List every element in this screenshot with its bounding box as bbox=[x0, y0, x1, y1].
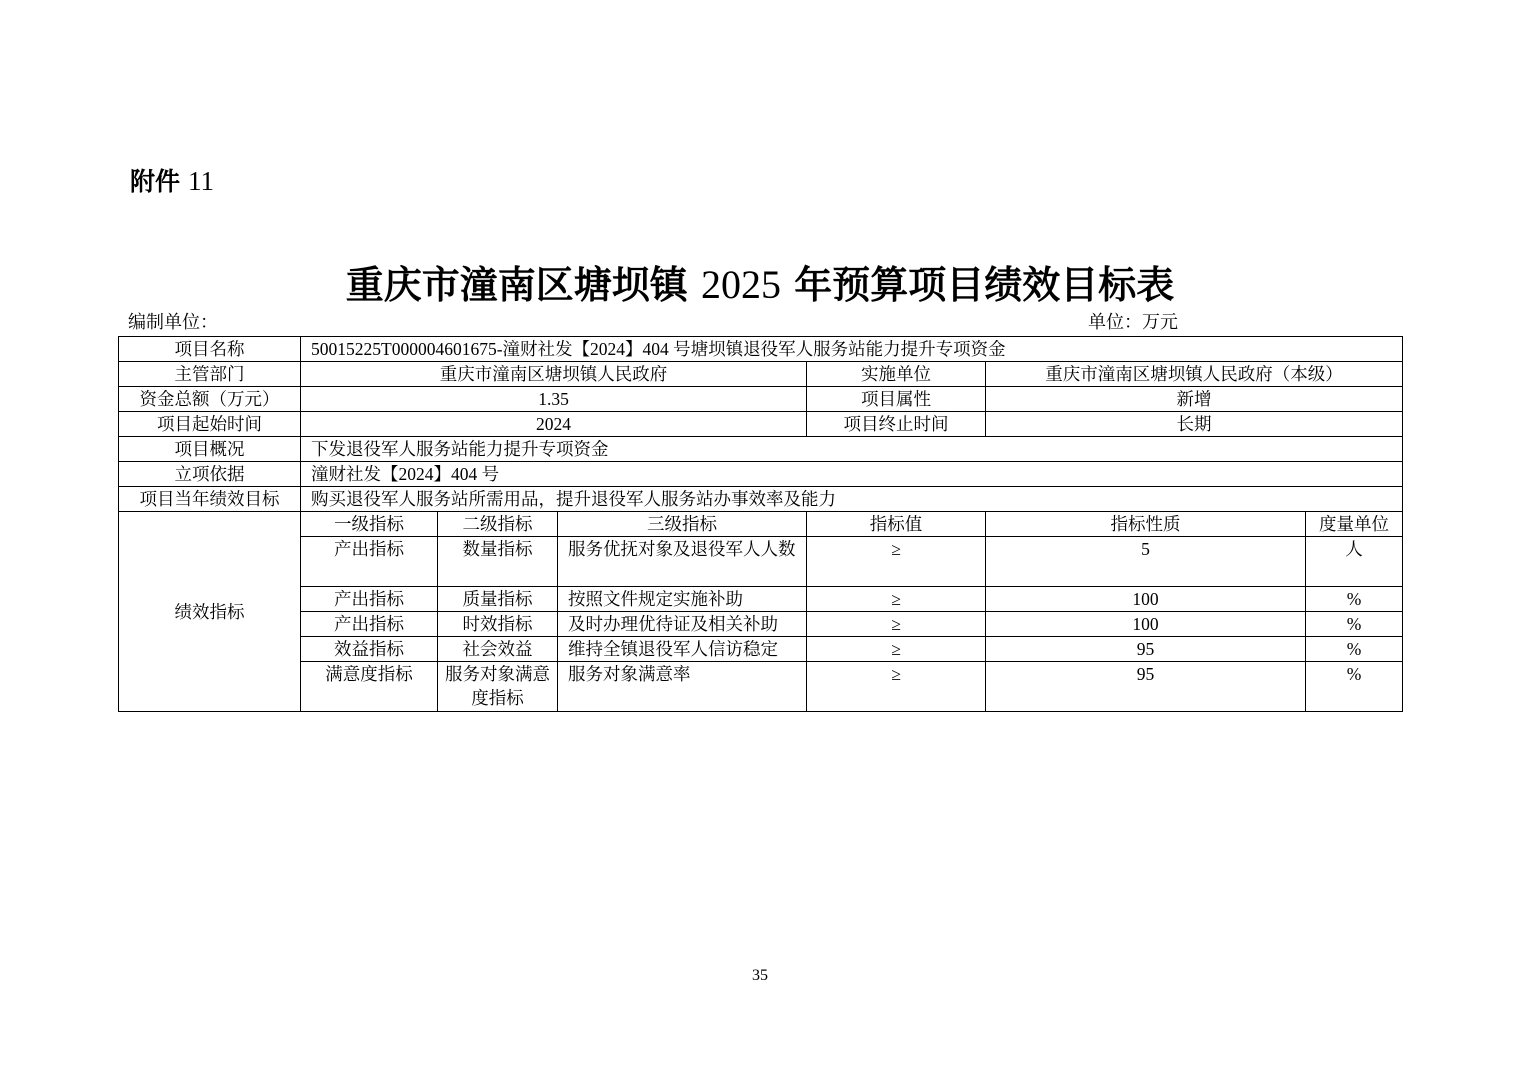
indicator-unit: 人 bbox=[1306, 537, 1403, 587]
header-level1: 一级指标 bbox=[301, 512, 438, 537]
project-name-value: 50015225T000004601675-潼财社发【2024】404 号塘坝镇退役军人服务站能力提升专项资金 bbox=[301, 337, 1403, 362]
project-name-label: 项目名称 bbox=[119, 337, 301, 362]
indicator-row bbox=[119, 637, 1403, 662]
header-value: 指标值 bbox=[807, 512, 986, 537]
indicator-operator: ≥ bbox=[807, 612, 986, 637]
indicator-level3: 及时办理优待证及相关补助 bbox=[558, 612, 807, 637]
end-value: 长期 bbox=[986, 412, 1403, 437]
indicator-operator: ≥ bbox=[807, 537, 986, 587]
start-label: 项目起始时间 bbox=[119, 412, 301, 437]
row-fund bbox=[119, 387, 1403, 412]
indicator-row bbox=[119, 537, 1403, 587]
row-project-name bbox=[119, 337, 1403, 362]
row-department bbox=[119, 362, 1403, 387]
indicator-level1: 产出指标 bbox=[301, 537, 438, 587]
indicator-level3: 按照文件规定实施补助 bbox=[558, 587, 807, 612]
impl-value: 重庆市潼南区塘坝镇人民政府（本级） bbox=[986, 362, 1403, 387]
attr-value: 新增 bbox=[986, 387, 1403, 412]
indicator-unit: % bbox=[1306, 587, 1403, 612]
indicator-header-row bbox=[119, 512, 1403, 537]
title-part1: 重庆市潼南区塘坝镇 bbox=[345, 262, 688, 307]
row-overview bbox=[119, 437, 1403, 462]
performance-table bbox=[118, 336, 1403, 712]
indicator-level3: 服务对象满意率 bbox=[558, 662, 807, 712]
indicator-level3: 维持全镇退役军人信访稳定 bbox=[558, 637, 807, 662]
indicator-unit: % bbox=[1306, 637, 1403, 662]
indicator-level3: 服务优抚对象及退役军人人数 bbox=[558, 537, 807, 587]
indicator-level1: 产出指标 bbox=[301, 612, 438, 637]
title-part2: 年预算项目绩效目标表 bbox=[794, 262, 1175, 307]
unit-label: 单位：万元 bbox=[1088, 312, 1178, 332]
indicator-operator: ≥ bbox=[807, 637, 986, 662]
attachment-label bbox=[130, 163, 214, 200]
header-unit: 度量单位 bbox=[1306, 512, 1403, 537]
goal-value: 购买退役军人服务站所需用品，提升退役军人服务站办事效率及能力 bbox=[301, 487, 1403, 512]
indicator-row bbox=[119, 612, 1403, 637]
impl-label: 实施单位 bbox=[807, 362, 986, 387]
compiler-label: 编制单位： bbox=[128, 312, 218, 332]
indicator-level2: 服务对象满意度指标 bbox=[438, 662, 558, 712]
fund-value: 1.35 bbox=[301, 387, 807, 412]
title-year: 2025 bbox=[701, 262, 781, 307]
goal-label: 项目当年绩效目标 bbox=[119, 487, 301, 512]
end-label: 项目终止时间 bbox=[807, 412, 986, 437]
attachment-word: 附件 bbox=[130, 167, 181, 196]
fund-label: 资金总额（万元） bbox=[119, 387, 301, 412]
indicator-level1: 产出指标 bbox=[301, 587, 438, 612]
page-number: 35 bbox=[752, 967, 768, 984]
header-level2: 二级指标 bbox=[438, 512, 558, 537]
indicator-level2: 质量指标 bbox=[438, 587, 558, 612]
overview-value: 下发退役军人服务站能力提升专项资金 bbox=[301, 437, 1403, 462]
start-value: 2024 bbox=[301, 412, 807, 437]
header-level3: 三级指标 bbox=[558, 512, 807, 537]
indicator-row bbox=[119, 662, 1403, 712]
row-basis bbox=[119, 462, 1403, 487]
overview-label: 项目概况 bbox=[119, 437, 301, 462]
dept-label: 主管部门 bbox=[119, 362, 301, 387]
page-title bbox=[0, 258, 1520, 312]
indicator-level2: 社会效益 bbox=[438, 637, 558, 662]
indicator-value: 95 bbox=[986, 662, 1306, 712]
indicator-unit: % bbox=[1306, 662, 1403, 712]
indicator-unit: % bbox=[1306, 612, 1403, 637]
attr-label: 项目属性 bbox=[807, 387, 986, 412]
row-goal bbox=[119, 487, 1403, 512]
indicator-value: 100 bbox=[986, 612, 1306, 637]
indicator-level2: 数量指标 bbox=[438, 537, 558, 587]
header-nature: 指标性质 bbox=[986, 512, 1306, 537]
indicator-operator: ≥ bbox=[807, 662, 986, 712]
dept-value: 重庆市潼南区塘坝镇人民政府 bbox=[301, 362, 807, 387]
attachment-number: 11 bbox=[188, 166, 215, 196]
indicator-level1: 满意度指标 bbox=[301, 662, 438, 712]
indicator-operator: ≥ bbox=[807, 587, 986, 612]
indicator-value: 5 bbox=[986, 537, 1306, 587]
basis-value: 潼财社发【2024】404 号 bbox=[301, 462, 1403, 487]
indicator-value: 100 bbox=[986, 587, 1306, 612]
indicator-level1: 效益指标 bbox=[301, 637, 438, 662]
indicators-section-label: 绩效指标 bbox=[119, 512, 301, 712]
indicator-row bbox=[119, 587, 1403, 612]
indicator-value: 95 bbox=[986, 637, 1306, 662]
basis-label: 立项依据 bbox=[119, 462, 301, 487]
indicator-level2: 时效指标 bbox=[438, 612, 558, 637]
row-dates bbox=[119, 412, 1403, 437]
